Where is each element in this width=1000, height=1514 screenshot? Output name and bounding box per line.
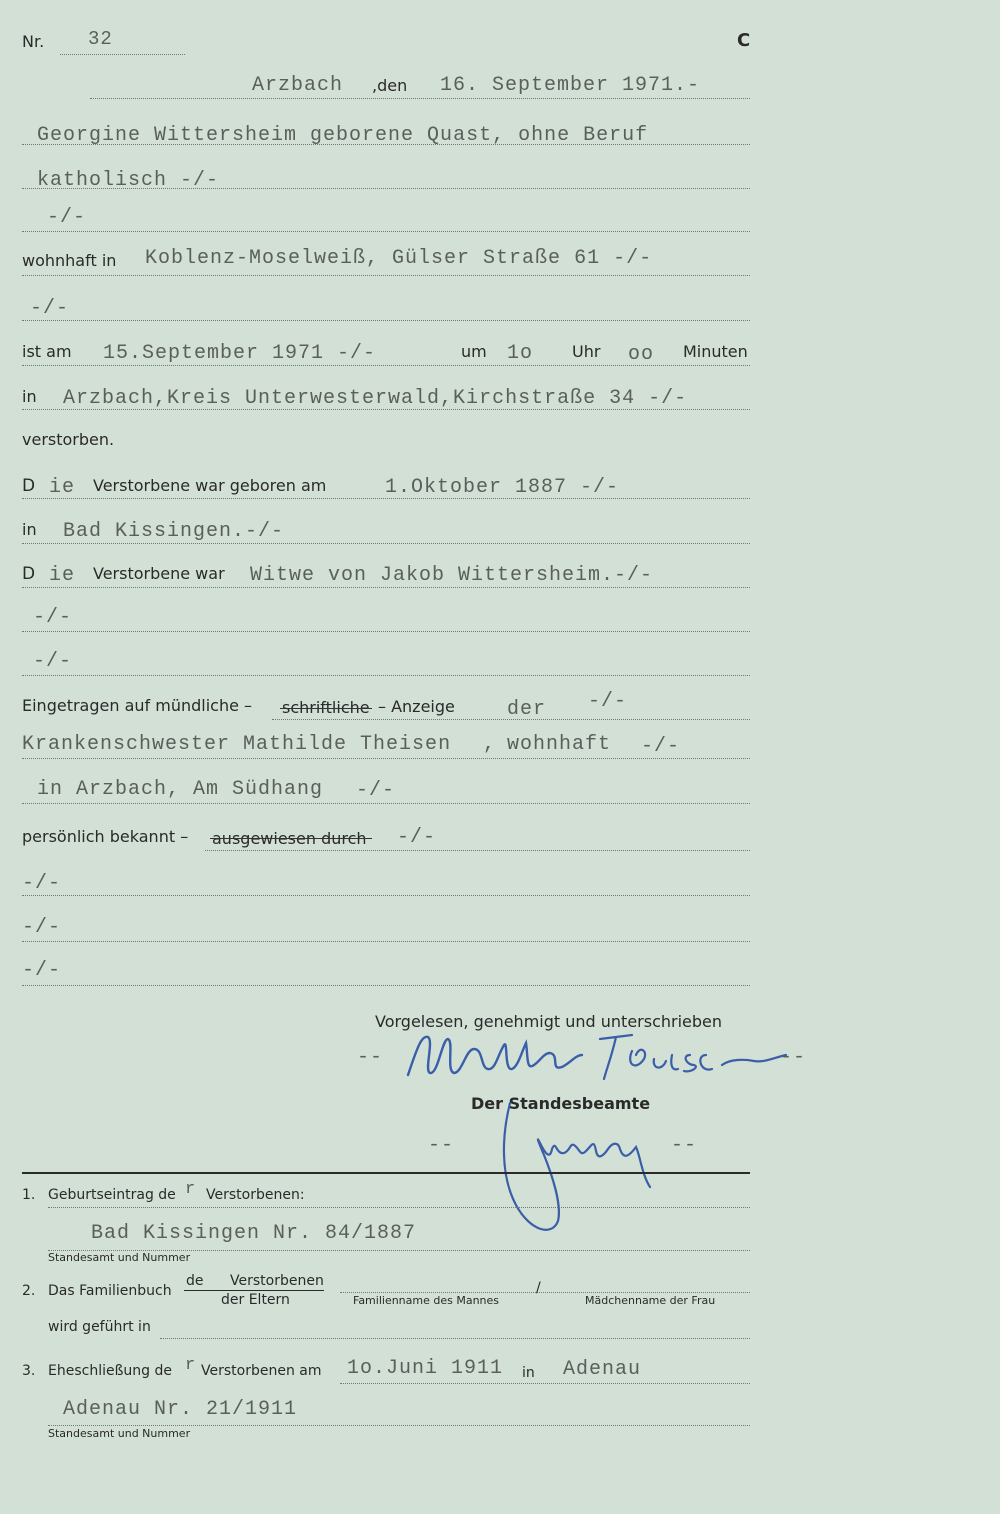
entry-place: Arzbach (252, 74, 344, 97)
family-verstorbenen: Verstorbenen (230, 1273, 324, 1289)
filler-line-5: -/- (30, 297, 70, 320)
verstorben-label: verstorben. (22, 430, 115, 449)
report-filler: -/- (588, 690, 628, 713)
date-line (90, 98, 750, 99)
known-label: persönlich bekannt – (22, 827, 189, 846)
death-date-line (22, 365, 750, 366)
family-line (340, 1292, 750, 1293)
report-der: der (507, 698, 547, 721)
marriage-in-label: in (522, 1365, 535, 1381)
status-line (22, 587, 750, 588)
deceased-religion: katholisch -/- (37, 169, 220, 192)
report-label: Eingetragen auf mündliche – (22, 696, 253, 715)
death-place: Arzbach,Kreis Unterwesterwald,Kirchstraße 34 -/- (63, 387, 688, 410)
family-eltern: der Eltern (221, 1292, 290, 1308)
name-line (22, 144, 750, 145)
footer-item-2-number: 2. (22, 1283, 36, 1299)
birth-entry-value: Bad Kissingen Nr. 84/1887 (91, 1222, 417, 1245)
sig-dash-right: -- (780, 1046, 807, 1069)
registrar-dash-right: -- (671, 1134, 698, 1157)
footer-item-3-number: 3. (22, 1363, 36, 1379)
family-book-label: Das Familienbuch (48, 1283, 172, 1299)
date-label: ,den (372, 76, 408, 95)
filler-line-e: -/- (22, 959, 62, 982)
fraction-rule (184, 1290, 324, 1291)
informant-address: in Arzbach, Am Südhang (37, 778, 324, 801)
filler-line-3: -/- (47, 206, 87, 229)
birth-place-label: in (22, 520, 37, 539)
report-line (272, 719, 750, 720)
born-label: Verstorbene war geboren am (93, 476, 327, 495)
death-date: 15.September 1971 -/- (103, 342, 377, 365)
minuten-label: Minuten (683, 342, 748, 361)
death-minutes: oo (628, 343, 655, 366)
birth-entry-label-2: Verstorbenen: (206, 1187, 305, 1203)
line-d (22, 941, 750, 942)
line-b (22, 675, 750, 676)
birth-date: 1.Oktober 1887 -/- (385, 476, 620, 499)
registrar-signature (500, 1095, 660, 1240)
filler-line-b: -/- (33, 650, 73, 673)
filler-line-c: -/- (22, 872, 62, 895)
corner-letter: C (737, 30, 751, 51)
line-5 (22, 320, 750, 321)
religion-line (22, 188, 750, 189)
born-label-d: D (22, 476, 36, 496)
known-filler: -/- (397, 826, 437, 849)
born-label-ie: ie (49, 476, 76, 499)
marriage-line (340, 1383, 750, 1384)
record-number: 32 (88, 28, 113, 50)
informant-address-line (22, 803, 750, 804)
uhr-label: Uhr (572, 342, 601, 361)
section-divider (22, 1172, 750, 1174)
line-a (22, 631, 750, 632)
wohnhaft-text: wohnhaft (507, 733, 612, 756)
birth-entry-r: r (185, 1180, 197, 1199)
informant-signature (400, 1025, 800, 1085)
strikethrough-mark (280, 708, 372, 709)
registrar-label: Der Standesbeamte (471, 1094, 651, 1113)
known-struck-text: ausgewiesen durch (212, 829, 367, 848)
residence-line (22, 275, 750, 276)
family-kept-label: wird geführt in (48, 1319, 151, 1335)
family-de: de (186, 1273, 204, 1289)
death-date-label: ist am (22, 342, 72, 361)
birth-place: Bad Kissingen.-/- (63, 520, 285, 543)
deceased-name: Georgine Wittersheim geborene Quast, ohne Beruf (37, 124, 649, 147)
report-struck-text: schriftliche (282, 698, 370, 717)
nr-label: Nr. (22, 32, 45, 51)
marital-status: Witwe von Jakob Wittersheim.-/- (250, 564, 654, 587)
line-3 (22, 231, 750, 232)
birth-place-line (22, 543, 750, 544)
family-kept-line (160, 1338, 750, 1339)
strikethrough-mark (210, 838, 372, 839)
line-e (22, 985, 750, 986)
known-line (205, 850, 750, 851)
birth-entry-line (48, 1207, 750, 1208)
marriage-office: Adenau Nr. 21/1911 (63, 1398, 298, 1421)
marriage-place: Adenau (563, 1358, 642, 1381)
informant-line (22, 758, 750, 759)
status-label-ie: ie (49, 564, 76, 587)
informant-name: Krankenschwester Mathilde Theisen (22, 733, 452, 756)
marriage-label: Eheschließung de (48, 1363, 172, 1379)
marriage-date: 1o.Juni 1911 (347, 1357, 504, 1380)
status-label: Verstorbene war (93, 564, 225, 583)
death-place-line (22, 409, 750, 410)
death-place-label: in (22, 387, 37, 406)
line-c (22, 895, 750, 896)
wife-maiden-name-label: Mädchenname der Frau (585, 1294, 716, 1307)
residence: Koblenz-Moselweiß, Gülser Straße 61 -/- (145, 247, 653, 270)
birth-date-line (22, 498, 750, 499)
footer-item-1-number: 1. (22, 1187, 36, 1203)
um-label: um (461, 342, 487, 361)
office-label-2: Standesamt und Nummer (48, 1427, 191, 1440)
status-label-d: D (22, 564, 36, 584)
marriage-label-2: Verstorbenen am (201, 1363, 322, 1379)
informant-sep: , (483, 733, 497, 756)
filler-line-d: -/- (22, 916, 62, 939)
office-label-1: Standesamt und Nummer (48, 1251, 191, 1264)
resident-label: wohnhaft in (22, 251, 117, 270)
death-hour: 1o (507, 342, 534, 365)
birth-entry-label: Geburtseintrag de (48, 1187, 176, 1203)
marriage-r: r (185, 1356, 197, 1375)
read-approved-label: Vorgelesen, genehmigt und unterschrieben (375, 1012, 723, 1031)
report-label-2: – Anzeige (378, 697, 455, 716)
nr-line (60, 54, 185, 55)
sig-dash-left: -- (357, 1046, 384, 1069)
filler-line-a: -/- (33, 606, 73, 629)
marriage-office-line (48, 1425, 750, 1426)
entry-date: 16. September 1971.- (440, 74, 701, 97)
family-slash: / (536, 1280, 541, 1296)
registrar-dash-left: -- (428, 1134, 455, 1157)
informant-filler: -/- (641, 735, 681, 758)
informant-address-filler: -/- (356, 779, 396, 802)
husband-surname-label: Familienname des Mannes (353, 1294, 500, 1307)
